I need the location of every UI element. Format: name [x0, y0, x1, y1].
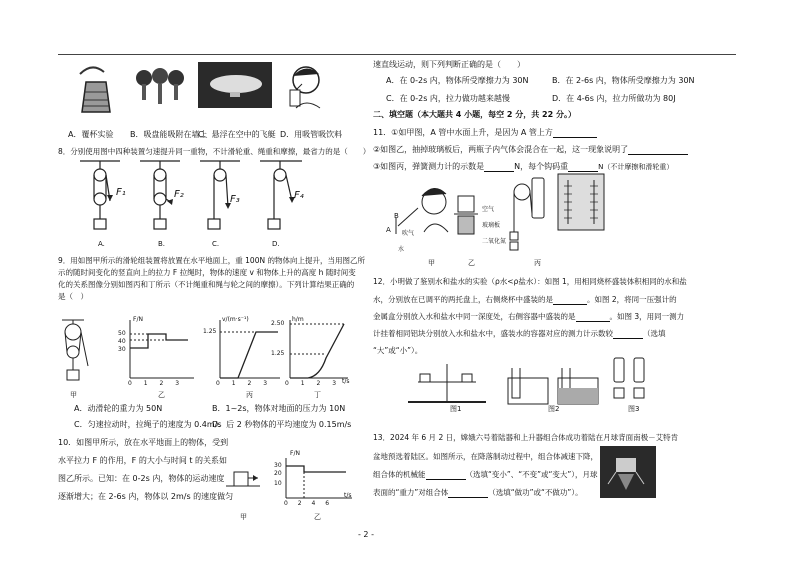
pressure-gauge-icon	[558, 388, 598, 404]
q10-xtick-0: 0	[284, 500, 288, 507]
q8-label-a: A.	[98, 240, 105, 248]
q9-ding-yaxis: h/m	[292, 316, 304, 323]
q9-ding-xtick-3: 3	[332, 380, 337, 387]
q10-option-a: A．在 0-2s 内，物体所受摩擦力为 30N	[386, 76, 529, 85]
q9-option-a: A．动滑轮的重力为 50N	[74, 404, 163, 413]
q12-line-1: 12．小明做了鉴别水和盐水的实验（ρ水<ρ盐水）：如图 1，用相同烧杯盛装体积相同的水和盐	[373, 277, 687, 286]
q10-caption-yi: 乙	[314, 513, 321, 521]
q7-option-a: A．覆杯实验	[68, 130, 114, 139]
q10-ytick-3: 10	[274, 480, 282, 487]
q9-bing-xtick-2: 2	[247, 380, 252, 387]
q9-ding-xticks	[285, 380, 336, 387]
q13-line-3-text: 组合体的机械能	[373, 470, 426, 479]
q11-line-1-text: 11．①如甲图，A 管中水面上升，是因为 A 管上方	[373, 128, 553, 137]
q10-line-3: 图乙所示。已知：在 0-2s 内，物体的运动速度	[58, 474, 225, 483]
q12-line-5: “大”或“小”）。	[373, 346, 423, 355]
q10-caption-jia: 甲	[240, 513, 247, 521]
q11-caption-jia: 甲	[428, 259, 435, 267]
q8-force-1: F₁	[116, 187, 126, 198]
q10-xaxis: t/s	[344, 492, 352, 499]
q9-yi-ytick-3: 30	[118, 346, 126, 353]
q8-force-3: F₃	[230, 194, 240, 205]
q12-blank-2	[576, 313, 610, 322]
q11-line-3c-text: N（不计摩擦和滑轮重）	[598, 163, 674, 171]
q10-line-1: 10．如图甲所示，放在水平地面上的物体，受到	[58, 438, 229, 447]
q8-label-c: C.	[212, 240, 220, 248]
q10-ytick-2: 20	[274, 470, 282, 477]
q12-line-3-text: 金属盒分别放入水和盐水中同一深度处，右侧容器中盛装的是	[373, 312, 576, 321]
section-2-heading: 二、填空题（本大题共 4 小题，每空 2 分，共 22 分。）	[373, 110, 576, 119]
q11-label-blow: 吹气	[402, 230, 415, 237]
q9-yi-xtick-3: 3	[175, 380, 180, 387]
q7-option-c: C．悬浮在空中的飞艇	[198, 130, 276, 139]
q10-option-c: C．在 0-2s 内，拉力做功越来越慢	[386, 94, 510, 103]
q8-force-2: F₂	[174, 189, 184, 200]
q12-line-4b-text: （选填	[643, 329, 666, 338]
q9-ding-ytick-1: 2.50	[271, 320, 285, 327]
q9-option-d: D．后 2 秒物体的平均速度为 0.15m/s	[212, 420, 352, 429]
q11-label-a: A	[386, 226, 391, 234]
q12-line-3	[373, 312, 684, 322]
q11-line-3b-text: N，每个钩码重	[514, 162, 569, 171]
q8-force-4: F₄	[294, 190, 304, 201]
q11-caption-yi: 乙	[468, 259, 475, 267]
q9-ding-xtick-1: 1	[300, 380, 305, 387]
q9-option-c: C．匀速拉动时，拉绳子的速度为 0.4m/s	[74, 420, 222, 429]
q12-line-2b-text: 。如图 2，将同一压强计的	[587, 295, 677, 304]
q9-line-2: 示的随时间变化的竖直向上的拉力 F 拉绳时，物体的速度 v 和物体上升的高度 h 随时间变	[58, 268, 356, 277]
q12-blank-1	[553, 296, 587, 305]
q11-line-3-text: ③如图丙，弹簧测力计的示数是	[373, 162, 485, 171]
q13-line-4b-text: （选填“做功”或“不做功”）。	[488, 488, 583, 497]
q13-blank-2	[448, 489, 488, 498]
q10-xtick-3: 6	[325, 500, 330, 507]
q13-line-3	[373, 470, 598, 480]
q9-line-3: 化的关系图像分别如图丙和丁所示（不计绳重和绳与轮之间的摩擦）。下列计算结果正确的	[58, 280, 355, 289]
q10-line-2: 水平拉力 F 的作用，F 的大小与时间 t 的关系如	[58, 456, 228, 465]
q10-graph	[226, 456, 356, 504]
q12-fig-3: 图3	[628, 405, 640, 413]
q10-continuation: 速直线运动，则下列判断正确的是（ ）	[373, 60, 525, 69]
q8-label-b: B.	[158, 240, 166, 248]
q9-bing-xticks	[216, 380, 267, 387]
q11-line-3	[373, 162, 673, 172]
q11-label-glass: 玻璃板	[482, 222, 501, 229]
page-number: - 2 -	[358, 530, 374, 539]
q13-line-4-text: 表面的“重力”对组合体	[373, 488, 449, 497]
beaker-photo	[72, 62, 120, 114]
suction-cup-icon	[132, 62, 186, 110]
q9-bing-ytick: 1.25	[203, 328, 217, 335]
q9-caption-bing: 丙	[246, 391, 253, 399]
q12-figure-set	[408, 358, 652, 414]
q10-xticks	[284, 500, 329, 507]
beaker-icon	[72, 62, 120, 114]
q9-bing-xtick-0: 0	[216, 380, 220, 387]
q10-yaxis: F/N	[290, 450, 300, 457]
q8-label-d: D.	[272, 240, 280, 248]
q12-line-2-text: 水，分别放在已调平的两托盘上，右侧烧杯中盛装的是	[373, 295, 553, 304]
q11-blank-2	[628, 146, 688, 155]
q9-yi-ytick-2: 40	[118, 338, 126, 345]
q12-figures	[408, 358, 652, 414]
q8-stem: 8．分别使用图中四种装置匀速提升同一重物，不计滑轮重、绳重和摩擦，最省力的是（ ）	[58, 147, 371, 156]
q11-label-no2: 二氧化氮	[482, 238, 507, 245]
q10-line-4: 逐渐增大；在 2-6s 内，物体以 2m/s 的速度做匀	[58, 492, 234, 501]
q11-line-2	[373, 145, 688, 155]
q13-line-3b-text: （选填“变小”、“不变”或“变大”），月球	[465, 470, 598, 479]
q12-fig-1: 图1	[450, 405, 462, 413]
q9-yi-xticks	[128, 380, 179, 387]
q11-blank-4	[568, 163, 598, 172]
q11-blank-1	[553, 129, 597, 138]
q7-option-b: B．吸盘能吸附在墙上	[130, 130, 208, 139]
q12-line-3b-text: 。如图 3，用同一测力	[609, 312, 685, 321]
q12-line-4-text: 计挂着相同铝块分别放入水和盐水中，盛装水的容器对应的测力计示数较	[373, 329, 613, 338]
q13-blank-1	[426, 471, 466, 480]
q9-line-4: 是（ ）	[58, 292, 88, 301]
q11-blank-3	[484, 163, 514, 172]
q9-option-b: B．1~2s，物体对地面的压力为 10N	[212, 404, 346, 413]
q12-fig-2: 图2	[548, 405, 560, 413]
q9-ding-ytick-2: 1.25	[271, 350, 285, 357]
suction-cup-photo	[132, 62, 186, 110]
q10-ytick-1: 30	[274, 462, 282, 469]
q10-option-b: B．在 2-6s 内，物体所受摩擦力为 30N	[552, 76, 695, 85]
q9-ding-xtick-0: 0	[285, 380, 289, 387]
q9-caption-ding: 丁	[314, 391, 321, 399]
q11-line-2-text: ②如图乙，抽掉玻璃板后，两瓶子内气体会混合在一起，这一现象说明了	[373, 145, 629, 154]
q9-bing-yaxis: v/(m·s⁻¹)	[222, 316, 249, 323]
q7-option-d: D．用吸管吸饮料	[280, 130, 343, 139]
lunar-lander-icon	[600, 446, 656, 498]
q9-yi-xtick-0: 0	[128, 380, 132, 387]
airship-icon	[198, 62, 272, 108]
q9-ding-xtick-2: 2	[316, 380, 321, 387]
q12-blank-3	[613, 330, 643, 339]
q13-line-2: 盆地预选着陆区。如图所示，在降落制动过程中，组合体减速下降，	[373, 452, 598, 461]
top-rule	[58, 54, 736, 55]
q9-yi-yaxis: F/N	[133, 316, 143, 323]
q9-bing-xtick-1: 1	[231, 380, 236, 387]
q11-figure-set	[382, 174, 622, 260]
airship-photo	[198, 62, 272, 108]
q11-label-air: 空气	[482, 206, 495, 213]
q9-bing-xtick-3: 3	[263, 380, 268, 387]
lunar-lander-photo	[600, 446, 656, 498]
q12-line-2	[373, 295, 677, 305]
q12-line-4	[373, 329, 666, 339]
q9-yi-xtick-2: 2	[159, 380, 164, 387]
q11-label-b: B	[394, 212, 399, 220]
q9-line-1: 9．用如图甲所示的滑轮组装置将放置在水平地面上，重 100N 的物体向上提升，当用图乙所	[58, 256, 365, 265]
q10-xtick-1: 2	[297, 500, 302, 507]
q9-caption-yi: 乙	[158, 391, 165, 399]
q11-caption-bing: 丙	[534, 259, 541, 267]
q10-xtick-2: 4	[311, 500, 316, 507]
q10-option-d: D．在 4-6s 内，拉力所做功为 80J	[552, 94, 676, 103]
q9-caption-jia: 甲	[70, 391, 77, 399]
q9-yi-xtick-1: 1	[143, 380, 148, 387]
boy-straw-photo	[282, 60, 328, 110]
q13-line-4	[373, 488, 583, 498]
q11-line-1	[373, 128, 597, 138]
boy-straw-icon	[282, 60, 328, 110]
q13-line-1: 13．2024 年 6 月 2 日，嫦娥六号着陆器和上升器组合体成功着陆在月球背面南极－艾特肯	[373, 433, 679, 442]
q9-yi-ytick-1: 50	[118, 330, 126, 337]
q10-figures	[226, 456, 356, 504]
q11-figures	[382, 174, 622, 260]
q11-label-water: 水	[398, 246, 405, 253]
q9-xaxis: t/s	[342, 378, 350, 385]
